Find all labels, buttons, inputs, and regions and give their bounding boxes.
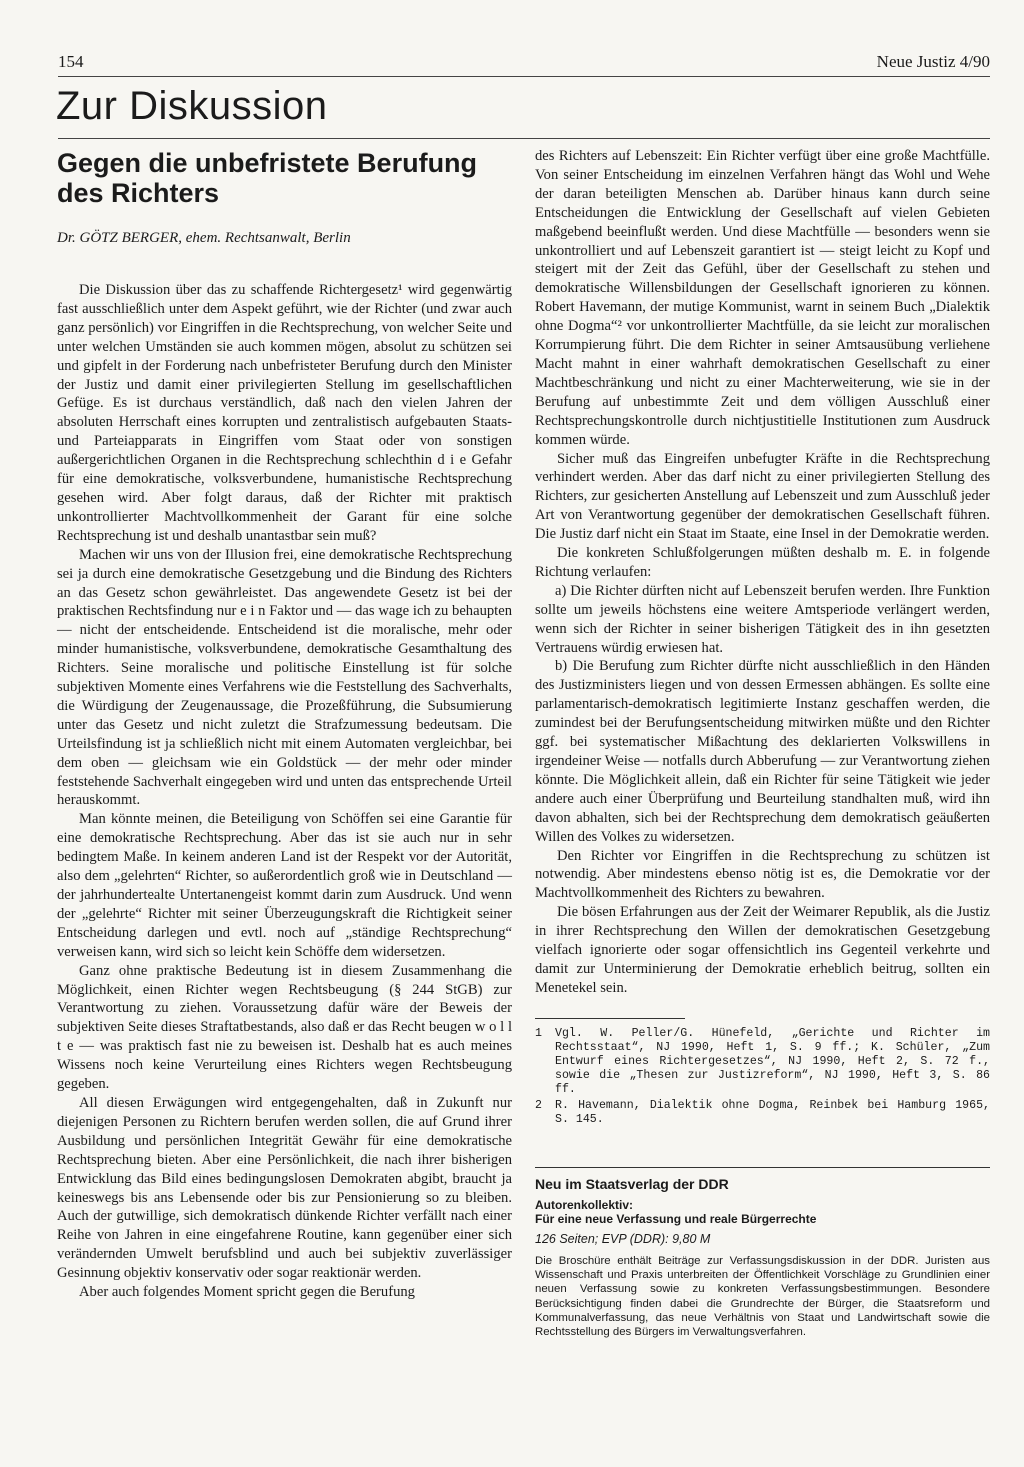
paragraph: Die bösen Erfahrungen aus der Zeit der Weimarer Republik, als die Justiz in ihrer Rechtsprechung den Willen der demokratischen Gesetzgebung vielfach ignorierte oder sogar offensichtlich ins Gegenteil verkehrte und damit zur Unterminierung der Demokratie erheblich beitrug, sollten ein Menetekel sein. [535,904,990,996]
paragraph: Den Richter vor Eingriffen in die Rechtsprechung zu schützen ist notwendig. Aber mindestens ebenso nötig ist es, die Demokratie vor der Machtvollkommenheit des Richters zu bewahren. [535,847,990,902]
footnote [535,1099,990,1127]
article-author: Dr. GÖTZ BERGER, ehem. Rechtsanwalt, Berlin [57,230,351,246]
footnote-number: 2 [535,1098,542,1112]
notice-book-title: Für eine neue Verfassung und reale Bürgerrechte [535,1211,817,1226]
footnote [535,1027,990,1097]
paragraph: Aber auch folgendes Moment spricht gegen die Berufung [79,1284,415,1301]
list-item: b) Die Berufung zum Richter dürfte nicht ausschließlich in den Händen des Justizministers liegen und von dessen Ermessen abhängen. Es sollte eine parlamentarisch-demokratisch legitimierte Instanz geschaffen werden, die zumindest bei der Berufungsentscheidung mitwirken müßte und den Richter ggf. bei systematischer Mißachtung des deklarierten Volkswillens in irgendeiner Weise — notfalls durch Abberufung — zur Verantwortung ziehen könnte. Die Möglichkeit allein, daß ein Richter für seine Tätigkeit wie jeder andere auch einer Überprüfung und Beurteilung standhalten muß, wird ihn davon abhalten, sich bei der Rechtsprechung dem demokratisch geäußerten Willen des Volkes zu widersetzen. [535,658,990,845]
paragraph: Die konkreten Schlußfolgerungen müßten deshalb m. E. in folgende Richtung verlaufen: [535,545,990,580]
list-item: a) Die Richter dürften nicht auf Lebenszeit berufen werden. Ihre Funktion sollte um jeweils höchstens eine weitere Amtsperiode verlängert werden, wenn sich der Richter in seiner bisherigen Tätigkeit des in ihn gesetzten Vertrauens würdig erwiesen hat. [535,582,990,656]
right-body [535,147,990,998]
page-number: 154 [58,52,84,71]
section-title: Zur Diskussion [56,84,328,128]
paragraph: Machen wir uns von der Illusion frei, eine demokratische Rechtsprechung sei ja durch eine demokratische Gesetzgebung und die Bindung des Richters an das Gesetz schon gewährleistet. Das angewendete Gesetz ist bei der praktischen Rechtsfindung nur e i n Faktor und — das wage ich zu behaupten — nicht der entscheidende. Entscheidend ist die moralische, mehr oder minder humanistische, volksverbundene, demokratische Gesamthaltung des Richters. Seine moralische und politische Einstellung ist für solche subjektiven Momente eines Verfahrens wie die Feststellung des Sachverhalts, die Würdigung der Zeugenaussage, die Prozeßführung, die Subsumierung unter das Gesetz und nicht zuletzt die Strafzumessung bedeutsam. Die Urteilsfindung ist ja schließlich nicht mit einem Automaten vergleichbar, bei dem oben — gleichsam wie ein Goldstück — der mehr oder minder feststehende Sachverhalt eingegeben wird und unten das entsprechende Urteil herauskommt. [57,546,512,809]
journal-issue: Neue Justiz 4/90 [876,52,990,71]
paragraph: Sicher muß das Eingreifen unbefugter Kräfte in die Rechtsprechung verhindert werden. Aber das darf nicht zu einer privilegierten Stellung des Richters, zur gesicherten Anstellung auf Lebenszeit und zum Ausschluß jeder Art von Verantwortung gegenüber der demokratischen Gesellschaft führen. Die Justiz darf nicht ein Staat im Staate, eine Insel in der Demokratie werden. [535,450,990,543]
footnote-text: R. Havemann, Dialektik ohne Dogma, Reinbek bei Hamburg 1965, S. 145. [555,1098,990,1126]
notice-description: Die Broschüre enthält Beiträge zur Verfassungsdiskussion in der DDR. Juristen aus Wissenschaft und Praxis unterbreiten der Öffentlichkeit Vorschläge zu Grundlinien einer neuen Verfassung sowie zu konkreten Verfassungsbestimmungen. Besondere Berücksichtigung finden dabei die Grundrechte der Bürger, die Staatsreform und Kommunalverfassung, das neue Verhältnis von Staat und Landwirtschaft sowie die Rechtsstellung des Bürgers im Verwaltungsverfahren. [535,1254,990,1339]
paragraph: Die Diskussion über das zu schaffende Richtergesetz¹ wird gegenwärtig fast ausschließlich unter dem Aspekt geführt, wie der Richter (und zwar auch ganz persönlich) vor Eingriffen in die Rechtsprechung, von welcher Seite und unter welchen Umständen sie auch kommen mögen, absolut zu schützen sei und gipfelt in der Forderung nach unbefristeter Berufung durch den Minister der Justiz und damit einer privilegierten Stellung im gesellschaftlichen Gefüge. Es ist durchaus verständlich, daß nach den vielen Jahren der absoluten Herrschaft eines korrupten und zentralistisch aufgebauten Staats- und Parteiapparats in Eingriffen vom Staat oder von sonstigen außergerichtlichen Organen in die Rechtsprechung schlechthin d i e Gefahr für eine demokratische, volksverbundene, humanistische Rechtsprechung gesehen wird. Aber folgt daraus, daß der Richter mit praktisch unkontrollierter Machtvollkommenheit der Garant für eine solche Rechtsprechung ist und deshalb unantastbar sein muß? [57,282,512,544]
paragraph: Man könnte meinen, die Beteiligung von Schöffen sei eine Garantie für eine demokratische Rechtsprechung. Aber das ist sie auch nur in sehr bedingtem Maße. In keinem anderen Land ist der Respekt vor der Autorität, also dem „gelehrten“ Richter, so außerordentlich groß wie in Deutschland — der jahrhundertealte Untertanengeist kommt darin zum Ausdruck. Und wenn der „gelehrte“ Richter mit seiner Überzeugungskraft die Richtigkeit seiner Entscheidung darlegen und evtl. noch auf „ständige Rechtsprechung“ verweisen kann, wird sich so leicht kein Schöffe dem widersetzen. [57,811,512,960]
footnote-rule [535,1018,685,1019]
left-column [57,148,512,1302]
article-title: Gegen die unbefristete Berufung des Richters [57,148,478,208]
notice-price: 126 Seiten; EVP (DDR): 9,80 M [535,1231,711,1246]
notice-title: Neu im Staatsverlag der DDR [535,1175,729,1192]
paragraph: des Richters auf Lebenszeit: Ein Richter verfügt über eine große Machtfülle. Von seiner Entscheidung im einzelnen Verfahren hängt das Wohl und Wehe der daran beteiligten Menschen ab. Darüber hinaus kann durch seine Entscheidungen die Entwicklung der Gesellschaft auf vielen Gebieten maßgebend beeinflußt werden. Und diese Machtfülle — besonders wenn sie unkontrolliert und auf Lebenszeit garantiert ist — steigt leicht zu Kopf und steigert mit der Zeit das Gefühl, über der Gesellschaft zu stehen und demokratische Willensbildungen der Gesellschaft ignorieren zu können. Robert Havemann, der mutige Kommunist, warnt in seinem Buch „Dialektik ohne Dogma“² vor unkontrollierter Machtfülle, da sie leicht zur moralischen Korrumpierung führt. Die dem Richter in seiner Amtsausübung verliehene Macht mahnt in einer wahrhaft demokratischen Gesellschaft zu einer Machtbeschränkung und nicht zu einer Machterweiterung, wie sie in der Berufung auf unbestimmte Zeit und dem völligen Ausschluß einer Rechtsprechungskontrolle durch nichtjustitielle Institutionen zum Ausdruck kommen würde. [535,148,990,448]
notice-author: Autorenkollektiv: [535,1197,634,1212]
right-column [535,147,990,1340]
left-body [57,281,512,1302]
footnote-text: Vgl. W. Peller/G. Hünefeld, „Gerichte und Richter im Rechtsstaat“, NJ 1990, Heft 1, S. 9 ff.; K. Schüler, „Zum Entwurf eines Richtergesetzes“, NJ 1990, Heft 2, S. 72 f., sowie die „Thesen zur Justizreform“, NJ 1990, Heft 3, S. 86 ff. [555,1026,990,1096]
section-rule [58,138,990,139]
publisher-notice [535,1167,990,1340]
footnote-number: 1 [535,1026,542,1040]
running-header [58,50,990,77]
paragraph: All diesen Erwägungen wird entgegengehalten, daß in Zukunft nur diejenigen Personen zu Richtern berufen werden sollen, die auf Grund ihrer Ausbildung und persönlichen Integrität Gewähr für eine demokratische Rechtsprechung bieten. Aber eine Persönlichkeit, die nach ihrer bisherigen Entwicklung das Bild eines bedingungslosen Demokraten abgibt, braucht ja keineswegs bis ans Lebensende oder bis zur Pensionierung so zu bleiben. Auch der gutwillige, sich demokratisch dünkende Richter verfällt nach einer Reihe von Jahren in eine eingefahrene Routine, kann gegenüber einer sich verändernden Umwelt berufsblind und auch bei subjektiv zuverlässiger Gesinnung objektiv konservativ oder sogar reaktionär werden. [57,1094,512,1282]
paragraph: Ganz ohne praktische Bedeutung ist in diesem Zusammenhang die Möglichkeit, einen Richter wegen Rechtsbeugung (§ 244 StGB) zur Verantwortung zu ziehen. Voraussetzung dafür wäre der Beweis der subjektiven Seite dieses Straftatbestands, also daß er das Recht beugen w o l l t e — was praktisch fast nie zu beweisen ist. Deshalb hat es auch meines Wissens noch keine Verurteilung eines Richters wegen Rechtsbeugung gegeben. [57,962,512,1093]
